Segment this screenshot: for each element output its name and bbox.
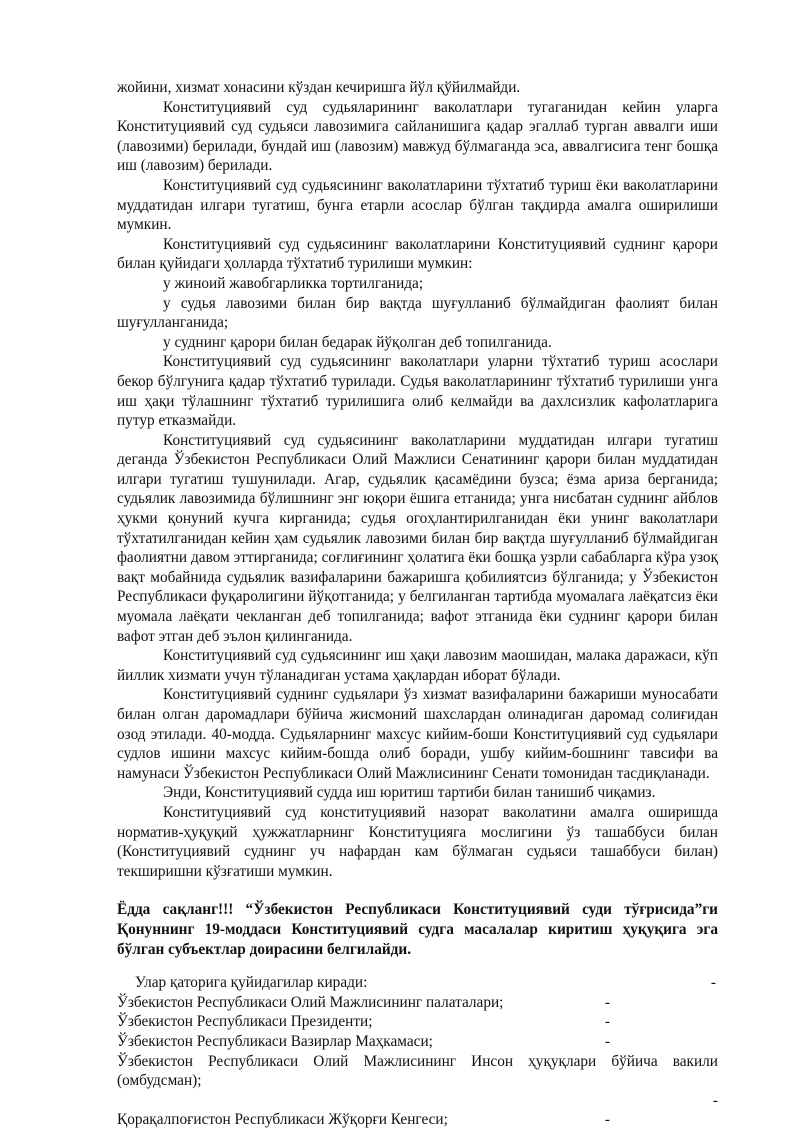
dash-mark: - <box>604 993 610 1011</box>
paragraph: Конституциявий суд судьясининг ваколатларини тўхтатиб туриш ёки ваколатларини муддатидан илгари тугатиш, бунга етарли асослар бўлган тақдирда амалга оширилиши мумкин. <box>117 176 718 234</box>
list-intro-row <box>117 973 718 993</box>
list-item-text: Ўзбекистон Республикаси Олий Мажлисининг Инсон ҳуқуқлари бўйича вакили (омбудсман); <box>117 1052 718 1090</box>
paragraph: Конституциявий суд конституциявий назорат ваколатини амалга оширишда норматив-ҳуқуқий ҳужжатларнинг Конституцияга мослигини ўз ташаббуси билан (Конституциявий суднинг уч нафардан кам бўлмаган судьяси ташаббуси билан) текширишни кўзғатиши мумкин. <box>117 803 718 880</box>
paragraph: жойини, хизмат хонасини кўздан кечиришга йўл қўйилмайди. <box>117 79 521 96</box>
dash-mark: - <box>712 1091 718 1109</box>
paragraph: Энди, Конституциявий судда иш юритиш тартиби билан танишиб чиқамиз. <box>163 784 656 802</box>
list-item <box>117 1110 718 1130</box>
list-item-text: Қорақалпоғистон Республикаси Жўқорғи Кенгеси; <box>117 1111 448 1129</box>
dash-mark: - <box>604 1032 610 1050</box>
paragraph: Конституциявий суд судьяларининг ваколатлари тугаганидан кейин уларга Конституциявий суд судьяси лавозимига сайланишига қадар эгаллаб турган аввалги иши (лавозими) берилади, бундай иш (лавозим) мавжуд бўлмаганда эса, аввалгисига тенг бошқа иш (лавозим) берилади. <box>117 98 718 175</box>
list-item <box>117 1032 718 1052</box>
dash-mark: - <box>604 1013 610 1031</box>
list-item <box>117 993 718 1013</box>
subjects-list <box>117 973 718 1130</box>
paragraph: у судья лавозими билан бир вақтда шуғулланиб бўлмайдиган фаолият билан шуғулланганида; <box>117 294 718 332</box>
list-intro: Улар қаторига қуйидагилар киради: <box>135 974 368 992</box>
list-item <box>117 1012 718 1032</box>
list-item-text: Ўзбекистон Республикаси Президенти; <box>117 1013 373 1031</box>
list-item <box>117 1052 718 1111</box>
paragraph: Конституциявий суднинг судьялари ўз хизмат вазифаларини бажариши муносабати билан олган даромадлари бўйича жисмоний шахслардан олинадиган даромад солиғидан озод этилади. 40-модда. Судьяларнинг махсус кийим-боши Конституциявий суд судьялари судлов ишини махсус кийим-бошда олиб боради, ушбу кийим-бошнинг тавсифи ва намунаси Ўзбекистон Республикаси Олий Мажлисининг Сенати томонидан тасдиқланади. <box>117 686 718 782</box>
dash-mark: - <box>604 1111 610 1129</box>
list-item-text: Ўзбекистон Республикаси Вазирлар Маҳкамаси; <box>117 1032 433 1050</box>
paragraph: Конституциявий суд судьясининг ваколатларини Конституциявий суднинг қарори билан қуйидаги ҳолларда тўхтатиб турилиши мумкин: <box>117 235 718 273</box>
list-item-text: Ўзбекистон Республикаси Олий Мажлисининг палаталари; <box>117 993 504 1011</box>
highlight-note: Ёдда сақланг!!! “Ўзбекистон Республикаси Конституциявий суди тўғрисида”ги Қонуннинг 19-моддаси Конституциявий судга масалалар киритиш ҳуқуқига эга бўлган субъектлар доирасини белгилайди. <box>117 901 718 958</box>
paragraph: Конституциявий суд судьясининг ваколатлари уларни тўхтатиб туриш асослари бекор бўлгунига қадар тўхтатиб турилади. Судья ваколатларининг тўхтатиб турилиши унга иш ҳақи тўлашнинг тўхтатиб турилишига олиб келмайди ва дахлсизлик кафолатларига путур етказмайди. <box>117 353 718 430</box>
dash-mark: - <box>710 974 716 992</box>
paragraph: Конституциявий суд судьясининг иш ҳақи лавозим маошидан, малака даражаси, кўп йиллик хизмати учун тўланадиган устама ҳақлардан иборат бўлади. <box>117 647 718 684</box>
spacer <box>117 881 718 900</box>
paragraph: у жиноий жавобгарликка тортилганида; <box>163 274 424 292</box>
paragraph: у суднинг қарори билан бедарак йўқолган деб топилганида. <box>163 333 552 351</box>
paragraph: Конституциявий суд судьясининг ваколатларини муддатидан илгари тугатиш деганда Ўзбекистон Республикаси Олий Мажлиси Сенатининг қарори билан муддатидан илгари тугатиш тушунилади. Агар, судьялик қасамёдини бузса; ёзма ариза берганида; судьялик лавозимида бўлишнинг энг юқори ёшига етганида; унга нисбатан суднинг айблов ҳукми қонуний кучга кирганида; судья огоҳлантирилганидан ёки унинг ваколатлари тўхтатилганидан кейин ҳам судьялик лавозими билан бир вақтда шуғулланиб бўлмайдиган фаолиятни давом эттирганида; соғлиғининг ҳолатига ёки бошқа узрли сабабларга кўра узоқ вақт мобайнида судьялик вазифаларини бажаришга қобилиятсиз бўлганида; у Ўзбекистон Республикаси фуқаролигини йўқотганида; у белгиланган тартибда муомалага лаёқатсиз ёки муомала лаёқати чекланган деб топилганида; вафот этганида ёки суднинг қарори билан вафот этган деб эълон қилинганида. <box>117 431 718 645</box>
